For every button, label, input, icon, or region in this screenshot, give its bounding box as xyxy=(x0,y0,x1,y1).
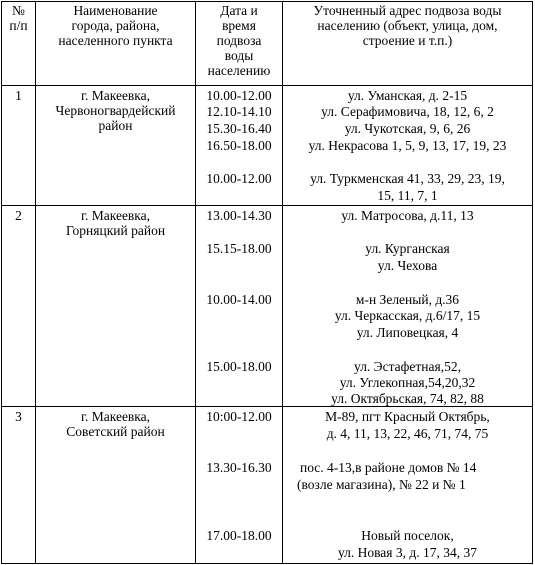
delivery-time: 12.10-14.10 xyxy=(206,104,272,119)
delivery-address: ул. Чехова xyxy=(377,258,438,273)
delivery-address: ул. Октябрьская, 74, 82, 88 xyxy=(331,391,484,406)
delivery-time: 10.00-14.00 xyxy=(206,292,272,307)
header-address: Уточненный адрес подвоза воды населению (объект, улица, дом, строение и т.п.) xyxy=(313,3,502,48)
locality-name: г. Макеевка, Советский район xyxy=(66,409,165,439)
delivery-address: пос. 4-13,в районе домов № 14 xyxy=(300,460,477,475)
delivery-address: ул. Серафимовича, 18, 12, 6, 2 xyxy=(321,104,494,119)
delivery-time: 10.00-12.00 xyxy=(206,88,272,103)
row-divider xyxy=(1,406,533,407)
delivery-time: 15.00-18.00 xyxy=(206,359,272,374)
row-number: 2 xyxy=(15,208,22,223)
header-locality: Наименование города, района, населенного пункта xyxy=(58,3,173,48)
delivery-time: 15.15-18.00 xyxy=(206,241,272,256)
delivery-address: д. 4, 11, 13, 22, 46, 71, 74, 75 xyxy=(326,426,489,441)
delivery-time: 15.30-16.40 xyxy=(206,121,272,136)
delivery-address: ул. Некрасова 1, 5, 9, 13, 17, 19, 23 xyxy=(308,138,507,153)
delivery-time: 13.00-14.30 xyxy=(206,208,272,223)
header-delivery-time: Дата и время подвоза воды населению xyxy=(207,3,271,78)
delivery-time: 10:00-12.00 xyxy=(206,409,272,424)
delivery-address: м-н Зеленый, д.36 xyxy=(355,292,460,307)
delivery-time: 10.00-12.00 xyxy=(206,171,272,186)
delivery-address: ул. Матросова, д.11, 13 xyxy=(341,208,474,223)
table-border-top xyxy=(1,1,533,2)
table-border-bottom xyxy=(1,563,533,564)
row-divider xyxy=(1,205,533,206)
delivery-address: ул. Черкасская, д.6/17, 15 xyxy=(334,308,481,323)
delivery-address: ул. Курганская xyxy=(365,241,450,256)
delivery-time: 16.50-18.00 xyxy=(206,138,272,153)
locality-name: г. Макеевка, Червоногвардейский район xyxy=(55,88,176,133)
delivery-address: М-89, пгт Красный Октябрь, xyxy=(325,409,490,424)
row-number: 1 xyxy=(15,88,22,103)
delivery-address: ул. Чукотская, 9, 6, 26 xyxy=(344,121,471,136)
delivery-address: 15, 11, 7, 1 xyxy=(377,188,438,203)
delivery-address: Новый поселок, xyxy=(361,528,454,543)
delivery-address: ул. Липовецкая, 4 xyxy=(356,325,459,340)
delivery-address: ул. Уманская, д. 2-15 xyxy=(347,88,468,103)
delivery-address: ул. Углекопная,54,20,32 xyxy=(339,375,476,390)
delivery-time: 13.30-16.30 xyxy=(206,460,272,475)
delivery-time: 17.00-18.00 xyxy=(206,528,272,543)
delivery-address: ул. Эстафетная,52, xyxy=(354,359,461,374)
delivery-address: (возле магазина), № 22 и № 1 xyxy=(297,477,466,492)
header-number: № п/п xyxy=(9,3,28,33)
delivery-address: ул. Новая 3, д. 17, 34, 37 xyxy=(337,545,478,560)
locality-name: г. Макеевка, Горняцкий район xyxy=(65,208,166,238)
row-number: 3 xyxy=(15,409,22,424)
row-divider xyxy=(1,85,533,86)
delivery-address: ул. Туркменская 41, 33, 29, 23, 19, xyxy=(310,171,505,186)
